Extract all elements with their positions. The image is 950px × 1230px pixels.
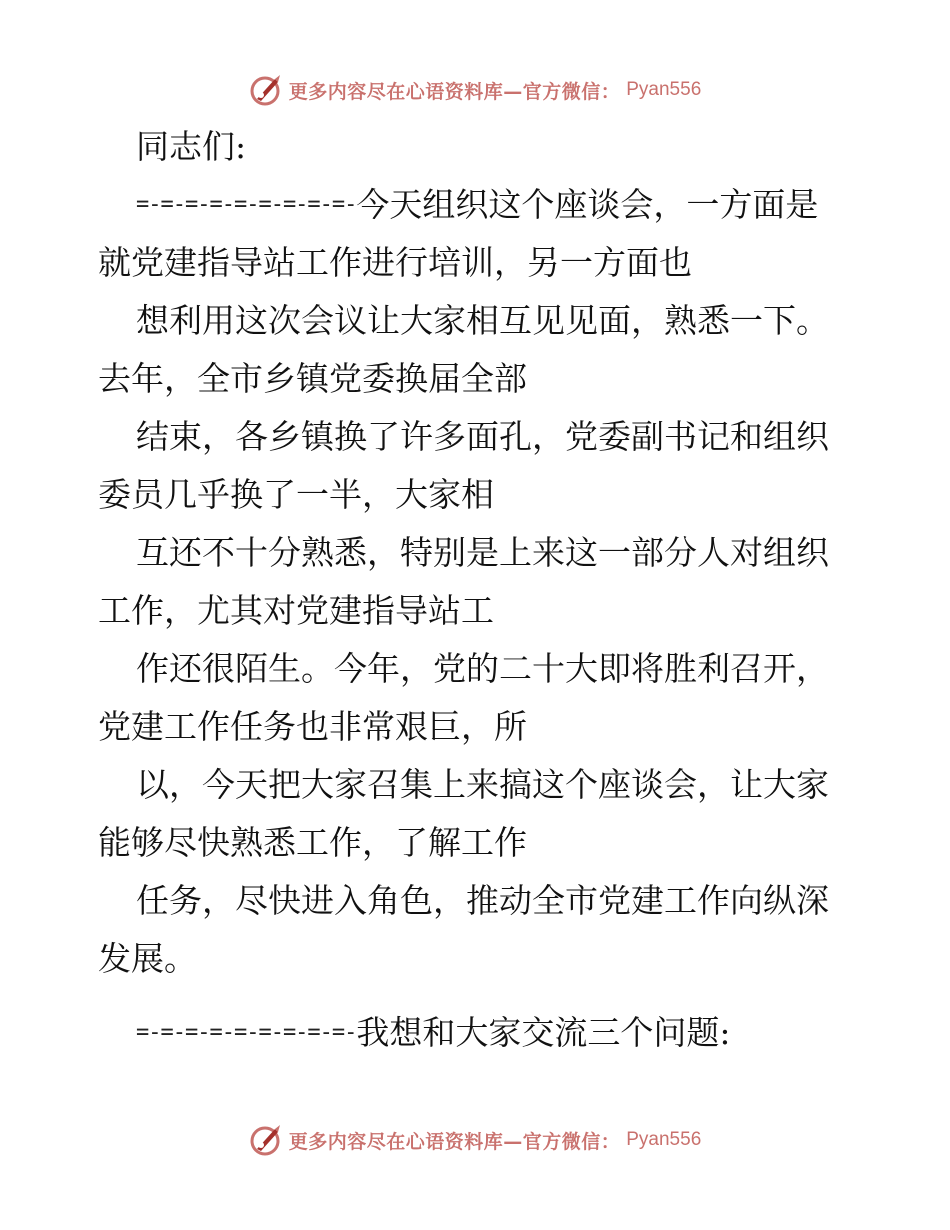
paragraph-line: 想利用这次会议让大家相互见见面，熟悉一下。 — [136, 301, 829, 340]
header-text: 更多内容尽在心语资料库—官方微信： — [288, 80, 621, 103]
paragraph-line: 结束，各乡镇换了许多面孔，党委副书记和组织 — [136, 417, 829, 456]
salutation: 同志们: — [136, 127, 247, 166]
paragraph-line: 作还很陌生。今年，党的二十大即将胜利召开， — [136, 649, 829, 688]
document-body — [98, 118, 858, 1062]
paragraph-line: 委员几乎换了一半，大家相 — [98, 475, 494, 514]
paragraph-line: 能够尽快熟悉工作，了解工作 — [98, 823, 527, 862]
header-banner — [0, 70, 950, 110]
paragraph-line: 互还不十分熟悉，特别是上来这一部分人对组织 — [136, 533, 829, 572]
paragraph-line: 任务，尽快进入角色，推动全市党建工作向纵深 — [136, 881, 829, 920]
paragraph-line: 发展。 — [98, 939, 197, 978]
footer-text: 更多内容尽在心语资料库—官方微信： — [288, 1130, 621, 1153]
paragraph-line: 党建工作任务也非常艰巨，所 — [98, 707, 527, 746]
paragraph-marker: =-=-=-=-=-=-=-=-=- — [136, 1020, 357, 1045]
paragraph-line — [98, 176, 858, 234]
paragraph-text: 我想和大家交流三个问题: — [356, 1013, 731, 1052]
paragraph-marker: =-=-=-=-=-=-=-=-=- — [136, 192, 357, 217]
footer-banner — [0, 1120, 950, 1160]
header-wechat-id: Pyan556 — [626, 79, 702, 100]
paragraph-line — [98, 1004, 858, 1062]
quill-logo-icon — [249, 1123, 283, 1157]
paragraph-line: 去年，全市乡镇党委换届全部 — [98, 359, 527, 398]
paragraph-line: 就党建指导站工作进行培训，另一方面也 — [98, 243, 692, 282]
quill-logo-icon — [249, 73, 283, 107]
paragraph-line: 以，今天把大家召集上来搞这个座谈会，让大家 — [136, 765, 829, 804]
footer-wechat-id: Pyan556 — [626, 1129, 702, 1150]
paragraph-line: 工作，尤其对党建指导站工 — [98, 591, 494, 630]
paragraph-text: 今天组织这个座谈会，一方面是 — [356, 185, 819, 224]
